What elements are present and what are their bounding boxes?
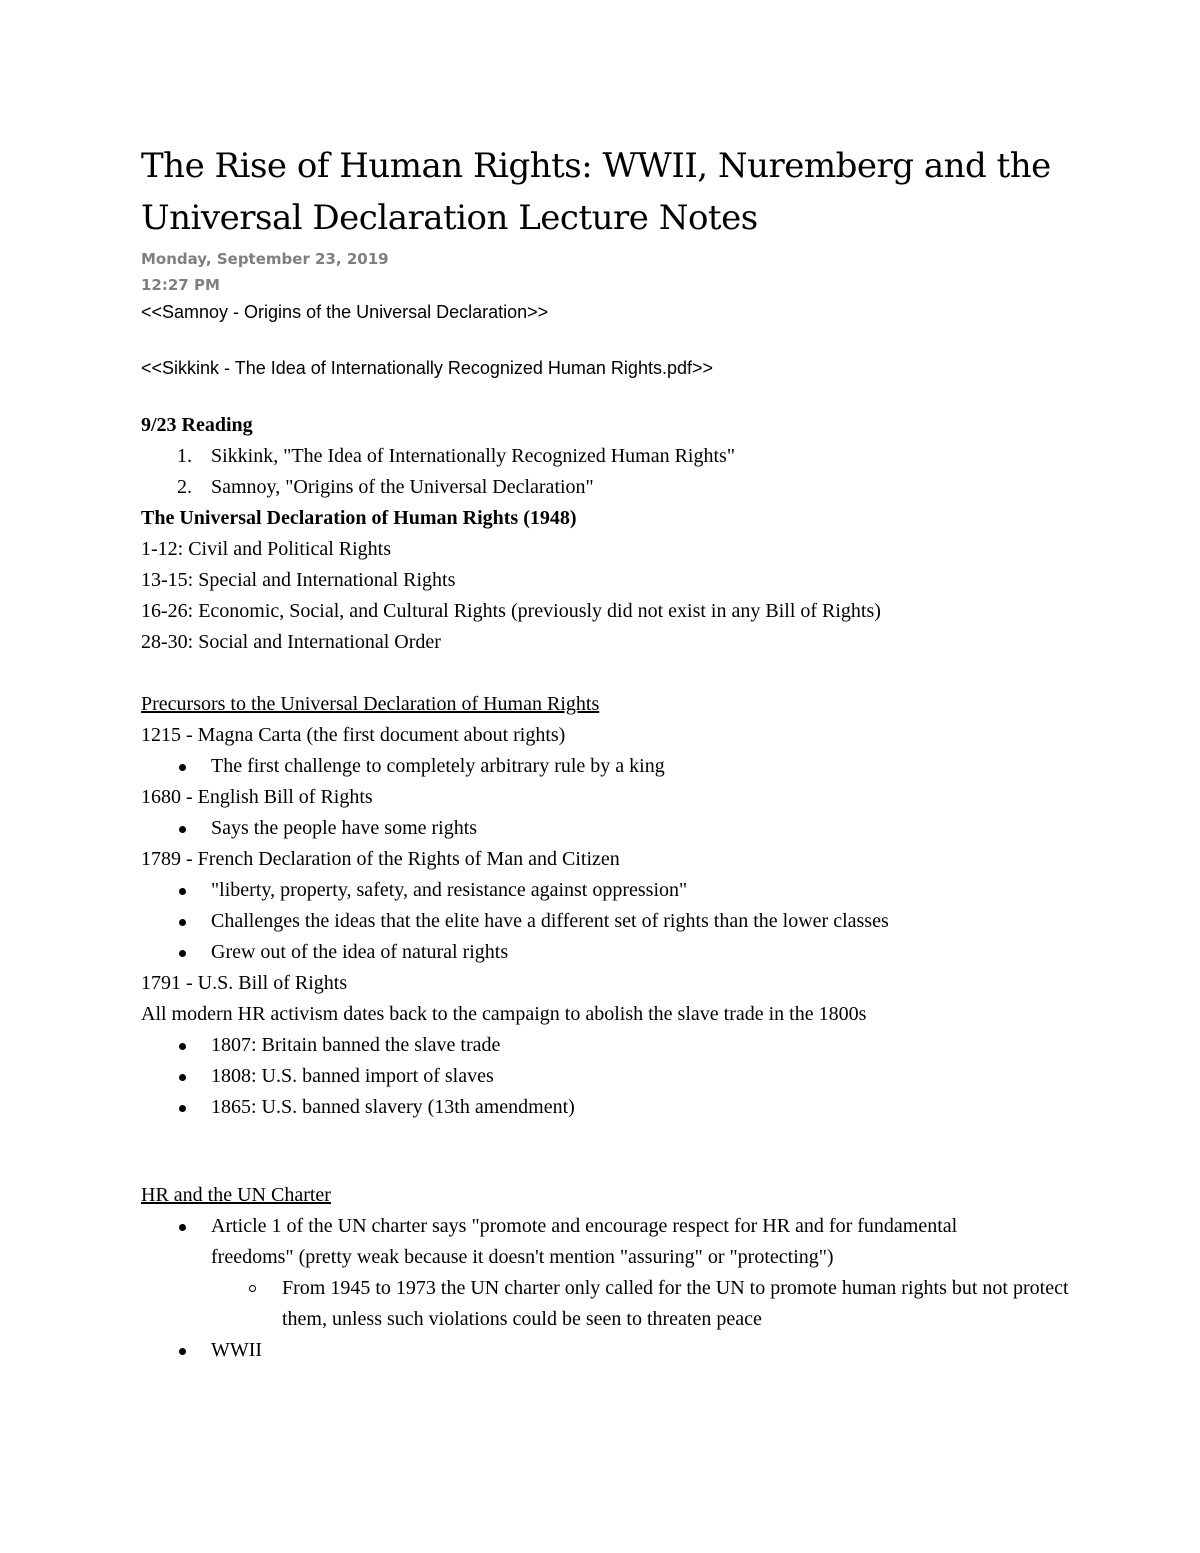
list-number: 2. [177, 476, 192, 498]
list-item-text: Sikkink, "The Idea of Internationally Recognized Human Rights" [211, 445, 735, 467]
udhr-line: 1-12: Civil and Political Rights [141, 538, 391, 560]
list-item [141, 1273, 1102, 1335]
notes-page [141, 140, 1101, 1366]
reading-heading: 9/23 Reading [141, 414, 253, 436]
udhr-line: 13-15: Special and International Rights [141, 569, 456, 591]
attachment-sikkink[interactable]: <<Sikkink - The Idea of Internationally Recognized Human Rights.pdf>> [141, 358, 714, 378]
list-item [141, 441, 1101, 472]
attachment-samnoy[interactable]: <<Samnoy - Origins of the Universal Declaration>> [141, 302, 549, 322]
list-item-text: Article 1 of the UN charter says "promote and encourage respect for HR and for fundamental freedoms" (pretty weak because it doesn't mention "assuring" or "protecting") [211, 1215, 958, 1268]
list-item [141, 472, 1101, 503]
list-item-text: Says the people have some rights [211, 817, 478, 839]
list-item [141, 906, 1101, 937]
list-item [141, 1030, 1101, 1061]
udhr-line: 16-26: Economic, Social, and Cultural Rights (previously did not exist in any Bill of Rights) [141, 600, 881, 622]
bullet-icon [179, 764, 186, 771]
list-item [141, 1061, 1101, 1092]
bullet-icon [179, 1043, 186, 1050]
bullet-icon [179, 1348, 186, 1355]
list-item-text: Samnoy, "Origins of the Universal Declaration" [211, 476, 594, 498]
un-charter-heading: HR and the UN Charter [141, 1184, 331, 1206]
list-item-text: Challenges the ideas that the elite have a different set of rights than the lower classes [211, 910, 889, 932]
list-item [141, 937, 1101, 968]
list-item [141, 1335, 1101, 1366]
magna-carta-line: 1215 - Magna Carta (the first document about rights) [141, 724, 566, 746]
udhr-heading: The Universal Declaration of Human Rights (1948) [141, 507, 577, 529]
list-item [141, 1211, 1021, 1273]
list-item [141, 875, 1101, 906]
activism-line: All modern HR activism dates back to the campaign to abolish the slave trade in the 1800s [141, 1003, 867, 1025]
bullet-icon [179, 1224, 186, 1231]
note-date: Monday, September 23, 2019 [141, 250, 389, 268]
bullet-icon [179, 1105, 186, 1112]
list-item [141, 813, 1101, 844]
note-time: 12:27 PM [141, 276, 220, 294]
bullet-icon [179, 888, 186, 895]
bullet-icon [179, 1074, 186, 1081]
list-item-text: WWII [211, 1339, 263, 1361]
list-item [141, 1092, 1101, 1123]
list-item-text: From 1945 to 1973 the UN charter only called for the UN to promote human rights but not protect them, unless such violations could be seen to threaten peace [282, 1277, 1069, 1330]
us-bill-line: 1791 - U.S. Bill of Rights [141, 972, 348, 994]
precursors-heading: Precursors to the Universal Declaration of Human Rights [141, 693, 600, 715]
list-item-text: The first challenge to completely arbitrary rule by a king [211, 755, 665, 777]
list-item-text: "liberty, property, safety, and resistance against oppression" [211, 879, 688, 901]
list-item-text: Grew out of the idea of natural rights [211, 941, 509, 963]
udhr-line: 28-30: Social and International Order [141, 631, 441, 653]
title-line-2: Universal Declaration Lecture Notes [141, 198, 758, 238]
list-number: 1. [177, 445, 192, 467]
bullet-icon [179, 826, 186, 833]
title-line-1: The Rise of Human Rights: WWII, Nuremberg and the [141, 146, 1051, 186]
english-bill-line: 1680 - English Bill of Rights [141, 786, 373, 808]
list-item-text: 1808: U.S. banned import of slaves [211, 1065, 494, 1087]
page-title [141, 140, 1101, 244]
bullet-icon [179, 950, 186, 957]
list-item [141, 751, 1101, 782]
list-item-text: 1865: U.S. banned slavery (13th amendment) [211, 1096, 575, 1118]
list-item-text: 1807: Britain banned the slave trade [211, 1034, 501, 1056]
french-declaration-line: 1789 - French Declaration of the Rights of Man and Citizen [141, 848, 620, 870]
hollow-bullet-icon [249, 1285, 256, 1292]
bullet-icon [179, 919, 186, 926]
